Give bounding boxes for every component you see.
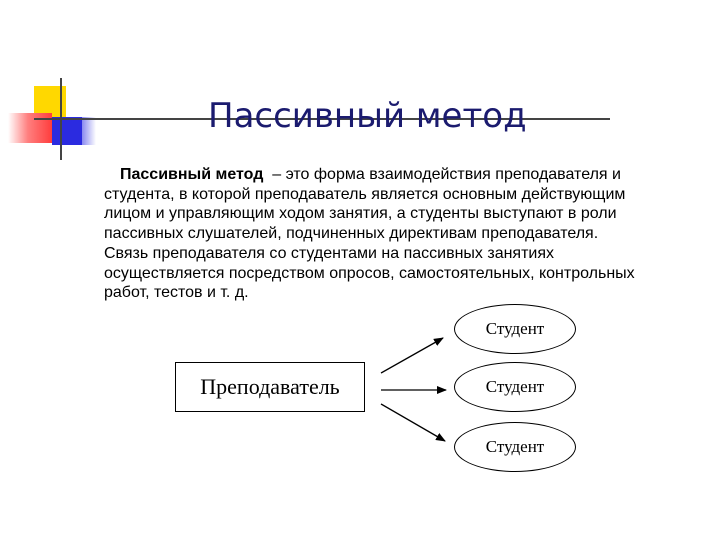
teacher-box: Преподаватель <box>175 362 365 412</box>
definition-line-2: студента, в которой преподаватель является основным действующим <box>104 185 626 203</box>
definition-line-5: Связь преподавателя со студентами на пассивных занятиях <box>104 244 555 262</box>
arrow-to-student-3 <box>381 404 445 441</box>
student-oval-2: Студент <box>454 362 576 412</box>
arrow-to-student-1 <box>381 338 443 373</box>
definition-line-3: лицом и управляющим ходом занятия, а студенты выступают в роли <box>104 205 617 223</box>
definition-line-7: работ, тестов и т. д. <box>104 284 249 302</box>
definition-line-4: пассивных слушателей, подчиненных директивам преподавателя. <box>104 225 599 243</box>
slide-title: Пассивный метод <box>208 96 527 136</box>
student-oval-1: Студент <box>454 304 576 354</box>
definition-line-6: осуществляется посредством опросов, самостоятельных, контрольных <box>104 264 635 282</box>
definition-text-1: – это форма взаимодействия преподавателя и <box>272 166 621 183</box>
definition-term: Пассивный метод <box>120 166 264 183</box>
student-oval-3: Студент <box>454 422 576 472</box>
